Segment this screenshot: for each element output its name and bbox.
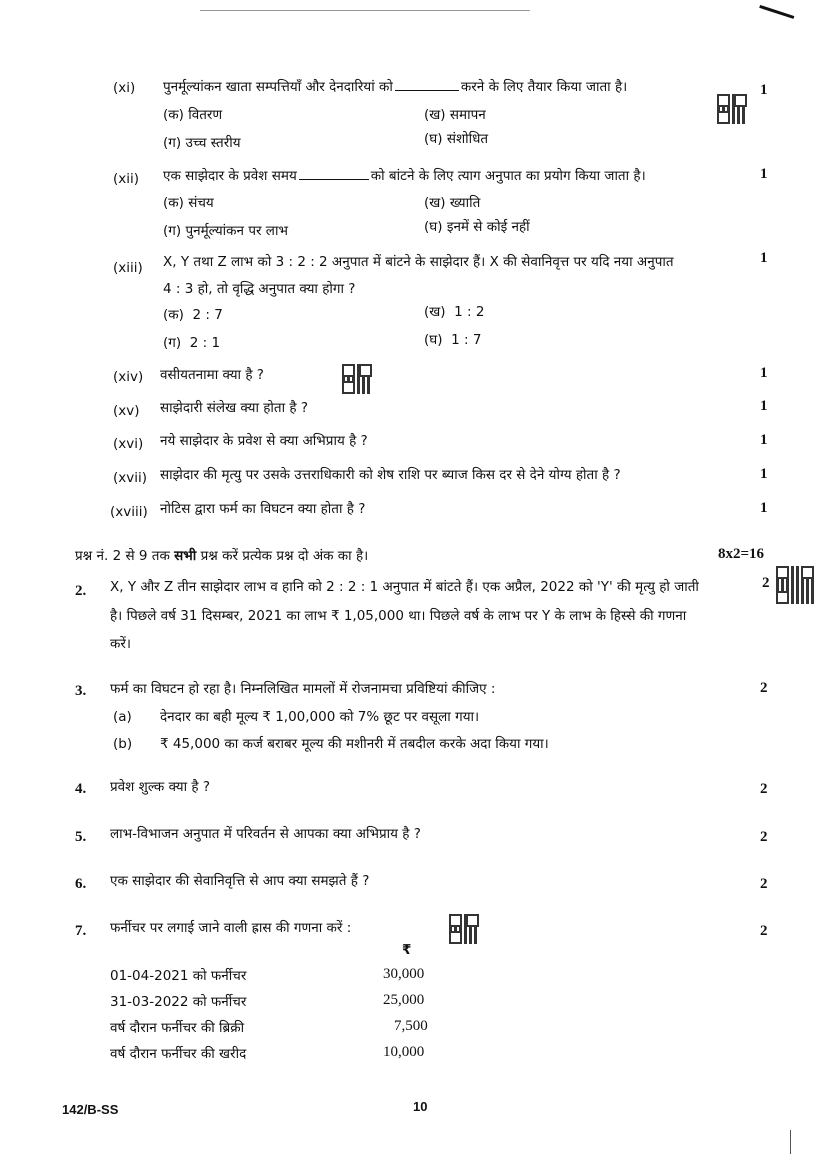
q-xii-mark: 1 [760,166,768,182]
q-xviii-number: (xviii) [110,504,148,520]
opt-text: संशोधित [446,131,489,147]
q-xiv-number: (xiv) [113,369,144,385]
qr-code-icon [342,364,372,394]
section-pre: प्रश्न नं. 2 से 9 तक [75,548,170,564]
q4-text: प्रवेश शुल्क क्या है ? [110,779,211,795]
q7-mark: 2 [760,923,768,939]
q-xiii-opt-c [163,333,220,351]
q-xii-text [163,166,646,184]
q3-part-b [113,734,549,752]
opt-text: वितरण [188,107,223,123]
part-label: (b) [113,736,133,752]
opt-text: 1 : 7 [451,332,482,348]
q-xii-number: (xii) [113,171,140,187]
q2-line2: है। पिछले वर्ष 31 दिसम्बर, 2021 का लाभ ₹ 1,05,000 था। पिछले वर्ष के लाभ पर Y के लाभ के हिस्से की गणना [110,608,687,624]
section-post: प्रश्न करें प्रत्येक प्रश्न दो अंक का है। [200,548,369,564]
footer-page-number: 10 [413,1099,428,1114]
q-xvi-text: नये साझेदार के प्रवेश से क्या अभिप्राय है ? [160,433,368,449]
part-label: (a) [113,709,132,725]
q-xvi-number: (xvi) [113,436,144,452]
q-xiii-opt-b [424,302,484,320]
section-marks: 8x2=16 [718,546,765,562]
q-xiii-line2: 4 : 3 हो, तो वृद्धि अनुपात क्या होगा ? [163,281,356,297]
q-xvii-text: साझेदार की मृत्यु पर उसके उत्तराधिकारी को शेष राशि पर ब्याज किस दर से देने योग्य होता है ? [160,467,621,483]
part-text: देनदार का बही मूल्य ₹ 1,00,000 को 7% छूट पर वसूला गया। [160,709,480,725]
opt-text: उच्च स्तरीय [185,135,241,151]
q-xvii-mark: 1 [760,466,768,482]
opt-label: (क) [163,107,184,123]
q7-row-4-value: 10,000 [383,1044,425,1060]
q-xi-opt-c [163,133,241,151]
opt-label: (घ) [424,219,443,235]
q-xvii-number: (xvii) [113,470,148,486]
q-xiv-text: वसीयतनामा क्या है ? [160,367,264,383]
opt-text: 2 : 7 [192,307,223,323]
q-xi-text-b: करने के लिए तैयार किया जाता है। [460,79,628,95]
opt-label: (क) [163,195,184,211]
q5-number: 5. [75,829,87,845]
q2-line1: X, Y और Z तीन साझेदार लाभ व हानि को 2 : 2 : 1 अनुपात में बांटते हैं। एक अप्रैल, 2022 को 'Y' की मृत्यु हो जाती [110,579,699,595]
opt-text: 1 : 2 [454,304,485,320]
q7-row-2-label: 31-03-2022 को फर्नीचर [110,994,247,1010]
q-xii-blank [299,179,369,180]
q7-currency-symbol: ₹ [402,942,412,958]
opt-text: संचय [188,195,214,211]
edge-mark [790,1130,791,1154]
opt-label: (ख) [424,304,446,320]
q3-part-a [113,707,479,725]
q6-mark: 2 [760,876,768,892]
q2-line3: करें। [110,636,132,652]
q-xvi-mark: 1 [760,432,768,448]
q-xii-text-a: एक साझेदार के प्रवेश समय [163,168,297,184]
opt-text: ख्याति [449,195,481,211]
q7-row-1-label: 01-04-2021 को फर्नीचर [110,968,247,984]
qr-code-icon [776,566,814,604]
opt-label: (ग) [163,135,182,151]
q7-row-1-value: 30,000 [383,966,425,982]
q-xi-mark: 1 [760,82,768,98]
q5-mark: 2 [760,829,768,845]
q3-text: फर्म का विघटन हो रहा है। निम्नलिखित मामलों में रोजनामचा प्रविष्टियां कीजिए : [110,681,496,697]
q7-row-4-label: वर्ष दौरान फर्नीचर की खरीद [110,1046,247,1062]
top-rule [200,10,530,11]
q-xiv-mark: 1 [760,365,768,381]
opt-text: समापन [449,107,486,123]
q7-row-3-value: 7,500 [394,1018,428,1034]
opt-text: 2 : 1 [189,335,221,351]
qr-code-icon [449,914,479,944]
q3-number: 3. [75,683,87,699]
q-xi-text [163,77,627,95]
q-xv-mark: 1 [760,398,768,414]
q4-mark: 2 [760,781,768,797]
q6-text: एक साझेदार की सेवानिवृत्ति से आप क्या समझते हैं ? [110,873,370,889]
q-xv-text: साझेदारी संलेख क्या होता है ? [160,400,309,416]
q-xii-text-b: को बांटने के लिए त्याग अनुपात का प्रयोग किया जाता है। [370,168,646,184]
q-xiii-mark: 1 [760,250,768,266]
opt-label: (ग) [163,335,182,351]
q7-number: 7. [75,923,87,939]
q-xi-opt-a [163,105,222,123]
q-xi-opt-b [424,105,486,123]
q7-text: फर्नीचर पर लगाई जाने वाली ह्रास की गणना करें : [110,920,352,936]
opt-label: (घ) [424,131,443,147]
q-xv-number: (xv) [113,403,140,419]
qr-code-icon [717,94,747,124]
opt-label: (क) [163,307,184,323]
q3-mark: 2 [760,680,768,696]
part-text: ₹ 45,000 का कर्ज बराबर मूल्य की मशीनरी में तबदील करके अदा किया गया। [160,736,549,752]
q-xiii-number: (xiii) [113,260,143,276]
q2-number: 2. [75,583,87,599]
section-bold: सभी [174,548,197,564]
q2-mark: 2 [762,575,770,591]
opt-label: (ख) [424,195,446,211]
opt-label: (ख) [424,107,446,123]
opt-label: (ग) [163,223,182,239]
opt-text: इनमें से कोई नहीं [446,219,530,235]
q5-text: लाभ-विभाजन अनुपात में परिवर्तन से आपका क्या अभिप्राय है ? [110,826,421,842]
q-xiii-opt-a [163,305,223,323]
opt-text: पुनर्मूल्यांकन पर लाभ [185,223,288,239]
q-xi-opt-d [424,129,488,147]
q7-row-3-label: वर्ष दौरान फर्नीचर की ब्रिक्री [110,1020,245,1036]
q-xii-opt-a [163,193,214,211]
q-xi-blank [395,90,459,91]
q-xiii-line1: X, Y तथा Z लाभ को 3 : 2 : 2 अनुपात में बांटने के साझेदार हैं। X की सेवानिवृत्त पर यदि नया अनुपात [163,254,674,270]
q7-row-2-value: 25,000 [383,992,425,1008]
q-xviii-mark: 1 [760,500,768,516]
q-xii-opt-d [424,217,530,235]
corner-mark [754,5,795,36]
q6-number: 6. [75,876,87,892]
q-xiii-opt-d [424,330,481,348]
q-xi-text-a: पुनर्मूल्यांकन खाता सम्पत्तियाँ और देनदारियां को [163,79,393,95]
q-xii-opt-c [163,221,288,239]
q4-number: 4. [75,781,87,797]
q-xi-number: (xi) [113,80,136,96]
section-instruction [75,546,368,564]
q-xii-opt-b [424,193,480,211]
footer-paper-code: 142/B-SS [62,1102,119,1117]
q-xviii-text: नोटिस द्वारा फर्म का विघटन क्या होता है ? [160,501,366,517]
opt-label: (घ) [424,332,443,348]
